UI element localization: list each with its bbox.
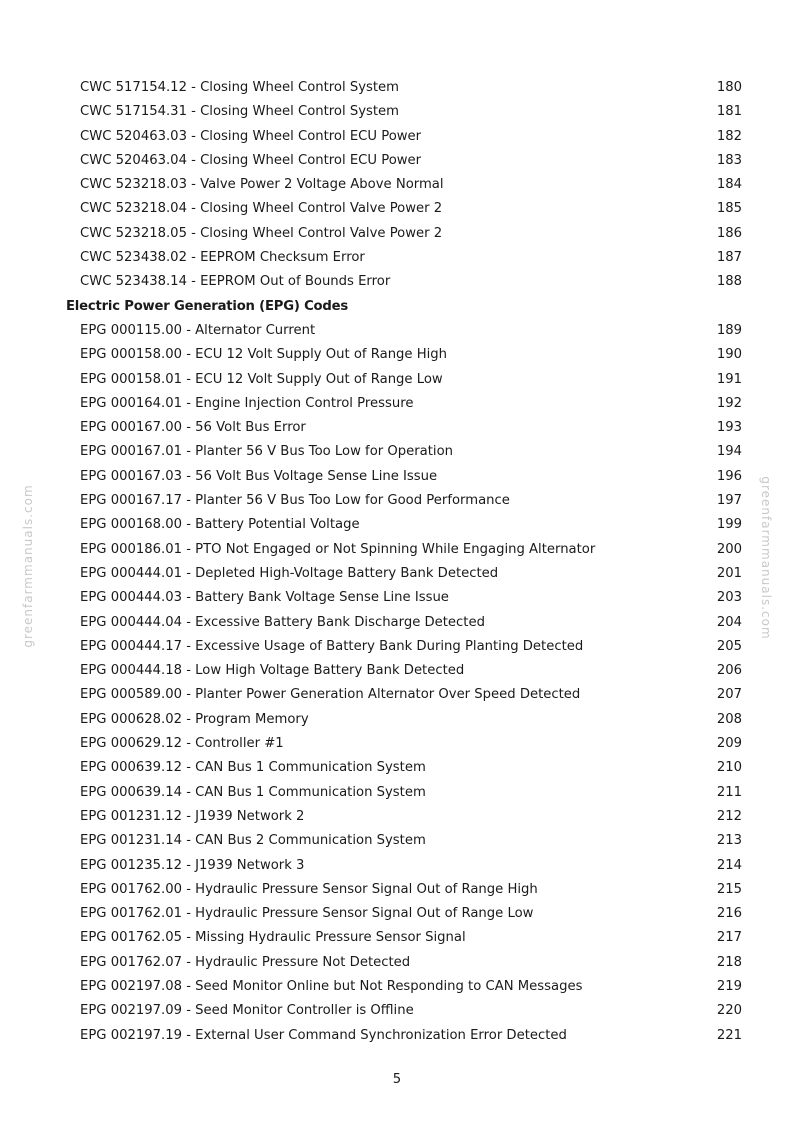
page-number: 5 [392,1072,402,1087]
entry-title: EPG 001762.07 - Hydraulic Pressure Not Detected [80,954,411,970]
entry-title: EPG 000115.00 - Alternator Current [80,322,316,338]
entry-title: CWC 523218.03 - Valve Power 2 Voltage Above Normal [80,177,444,193]
entry-title: EPG 000444.17 - Excessive Usage of Battery Bank During Planting Detected [80,638,584,654]
entry-title: EPG 002197.08 - Seed Monitor Online but Not Responding to CAN Messages [80,978,583,994]
entry-page-number: 186 [716,225,742,241]
entry-page-number: 197 [716,493,742,509]
entry-page-number: 211 [716,784,742,800]
entry-title: CWC 517154.31 - Closing Wheel Control System [80,104,400,120]
watermark-right: greenfarmmanuals.com [759,476,773,640]
toc-entry[interactable] [0,586,794,610]
entry-page-number: 194 [716,444,742,460]
toc-entry[interactable] [0,246,794,270]
toc-entry[interactable] [0,635,794,659]
entry-page-number: 189 [716,322,742,338]
entry-title: EPG 000158.00 - ECU 12 Volt Supply Out of Range High [80,347,448,363]
entry-title: EPG 001235.12 - J1939 Network 3 [80,857,305,873]
toc-entry[interactable] [0,343,794,367]
entry-title: EPG 000158.01 - ECU 12 Volt Supply Out of Range Low [80,371,443,387]
entry-title: EPG 000444.03 - Battery Bank Voltage Sense Line Issue [80,590,449,606]
entry-title: EPG 001762.05 - Missing Hydraulic Pressure Sensor Signal [80,930,466,946]
table-of-contents [0,76,794,1048]
toc-entry[interactable] [0,513,794,537]
entry-title: CWC 517154.12 - Closing Wheel Control System [80,80,400,95]
entry-title: EPG 000589.00 - Planter Power Generation Alternator Over Speed Detected [80,687,581,703]
entry-page-number: 183 [716,152,742,168]
entry-page-number: 191 [716,371,742,387]
toc-entry[interactable] [0,805,794,829]
entry-title: EPG 000167.00 - 56 Volt Bus Error [80,420,306,436]
entry-page-number: 196 [716,468,742,484]
entry-page-number: 180 [716,80,742,95]
entry-page-number: 190 [716,347,742,363]
toc-entry[interactable] [0,270,794,294]
toc-entry[interactable] [0,562,794,586]
toc-entry[interactable] [0,1024,794,1048]
entry-title: EPG 001762.01 - Hydraulic Pressure Sensor Signal Out of Range Low [80,906,534,922]
toc-entry[interactable] [0,854,794,878]
entry-title: EPG 000629.12 - Controller #1 [80,736,284,752]
toc-entry[interactable] [0,76,794,100]
entry-title: EPG 000167.03 - 56 Volt Bus Voltage Sense Line Issue [80,468,438,484]
toc-entry[interactable] [0,100,794,124]
entry-title: CWC 523218.05 - Closing Wheel Control Valve Power 2 [80,225,443,241]
toc-section-heading [0,295,794,319]
entry-page-number: 215 [716,881,742,897]
toc-entry[interactable] [0,732,794,756]
entry-title: EPG 000164.01 - Engine Injection Control Pressure [80,395,414,411]
toc-entry[interactable] [0,829,794,853]
entry-page-number: 219 [716,978,742,994]
entry-title: EPG 000444.04 - Excessive Battery Bank Discharge Detected [80,614,485,630]
entry-title: EPG 002197.09 - Seed Monitor Controller is Offline [80,1003,414,1019]
toc-entry[interactable] [0,222,794,246]
entry-page-number: 193 [716,420,742,436]
entry-page-number: 213 [716,833,742,849]
toc-entry[interactable] [0,416,794,440]
entry-page-number: 217 [716,930,742,946]
entry-title: EPG 000639.14 - CAN Bus 1 Communication System [80,784,426,800]
entry-page-number: 216 [716,906,742,922]
toc-entry[interactable] [0,951,794,975]
entry-page-number: 210 [716,760,742,776]
entry-title: EPG 000168.00 - Battery Potential Voltage [80,517,360,533]
toc-entry[interactable] [0,611,794,635]
entry-page-number: 203 [716,590,742,606]
entry-page-number: 209 [716,736,742,752]
toc-entry[interactable] [0,197,794,221]
toc-entry[interactable] [0,173,794,197]
entry-title: EPG 000444.01 - Depleted High-Voltage Battery Bank Detected [80,565,499,581]
entry-page-number: 188 [716,274,742,290]
entry-title: EPG 000186.01 - PTO Not Engaged or Not Spinning While Engaging Alternator [80,541,596,557]
toc-entry[interactable] [0,489,794,513]
entry-page-number: 208 [716,711,742,727]
entry-title: EPG 000444.18 - Low High Voltage Battery Bank Detected [80,663,465,679]
watermark-left: greenfarmmanuals.com [21,484,35,648]
entry-page-number: 214 [716,857,742,873]
toc-entry[interactable] [0,683,794,707]
entry-title: CWC 523218.04 - Closing Wheel Control Valve Power 2 [80,201,443,217]
toc-entry[interactable] [0,538,794,562]
entry-title: EPG 000639.12 - CAN Bus 1 Communication System [80,760,426,776]
entry-title: EPG 000167.17 - Planter 56 V Bus Too Low for Good Performance [80,493,510,509]
entry-title: CWC 523438.14 - EEPROM Out of Bounds Error [80,274,391,290]
toc-entry[interactable] [0,926,794,950]
toc-entry[interactable] [0,781,794,805]
toc-entry[interactable] [0,392,794,416]
toc-entry[interactable] [0,975,794,999]
section-title: Electric Power Generation (EPG) Codes [66,298,349,314]
entry-title: CWC 523438.02 - EEPROM Checksum Error [80,250,365,266]
entry-title: EPG 000167.01 - Planter 56 V Bus Too Low for Operation [80,444,454,460]
toc-entry[interactable] [0,440,794,464]
entry-page-number: 199 [716,517,742,533]
toc-entry[interactable] [0,125,794,149]
entry-title: EPG 002197.19 - External User Command Synchronization Error Detected [80,1027,567,1043]
entry-title: EPG 000628.02 - Program Memory [80,711,309,727]
toc-entry[interactable] [0,368,794,392]
entry-page-number: 200 [716,541,742,557]
entry-page-number: 187 [716,250,742,266]
entry-page-number: 182 [716,128,742,144]
toc-entry[interactable] [0,756,794,780]
entry-page-number: 205 [716,638,742,654]
entry-page-number: 220 [716,1003,742,1019]
entry-page-number: 206 [716,663,742,679]
entry-page-number: 212 [716,808,742,824]
entry-page-number: 218 [716,954,742,970]
entry-page-number: 204 [716,614,742,630]
entry-title: EPG 001231.12 - J1939 Network 2 [80,808,305,824]
entry-page-number: 184 [716,177,742,193]
entry-page-number: 207 [716,687,742,703]
entry-title: CWC 520463.03 - Closing Wheel Control ECU Power [80,128,422,144]
entry-title: EPG 001762.00 - Hydraulic Pressure Sensor Signal Out of Range High [80,881,538,897]
entry-title: CWC 520463.04 - Closing Wheel Control ECU Power [80,152,422,168]
entry-page-number: 181 [716,104,742,120]
toc-entry[interactable] [0,465,794,489]
toc-entry[interactable] [0,878,794,902]
toc-entry[interactable] [0,902,794,926]
toc-entry[interactable] [0,149,794,173]
entry-page-number: 192 [716,395,742,411]
toc-entry[interactable] [0,659,794,683]
entry-title: EPG 001231.14 - CAN Bus 2 Communication System [80,833,426,849]
entry-page-number: 201 [716,565,742,581]
entry-page-number: 185 [716,201,742,217]
toc-entry[interactable] [0,319,794,343]
toc-entry[interactable] [0,999,794,1023]
toc-entry[interactable] [0,708,794,732]
entry-page-number: 221 [716,1027,742,1043]
